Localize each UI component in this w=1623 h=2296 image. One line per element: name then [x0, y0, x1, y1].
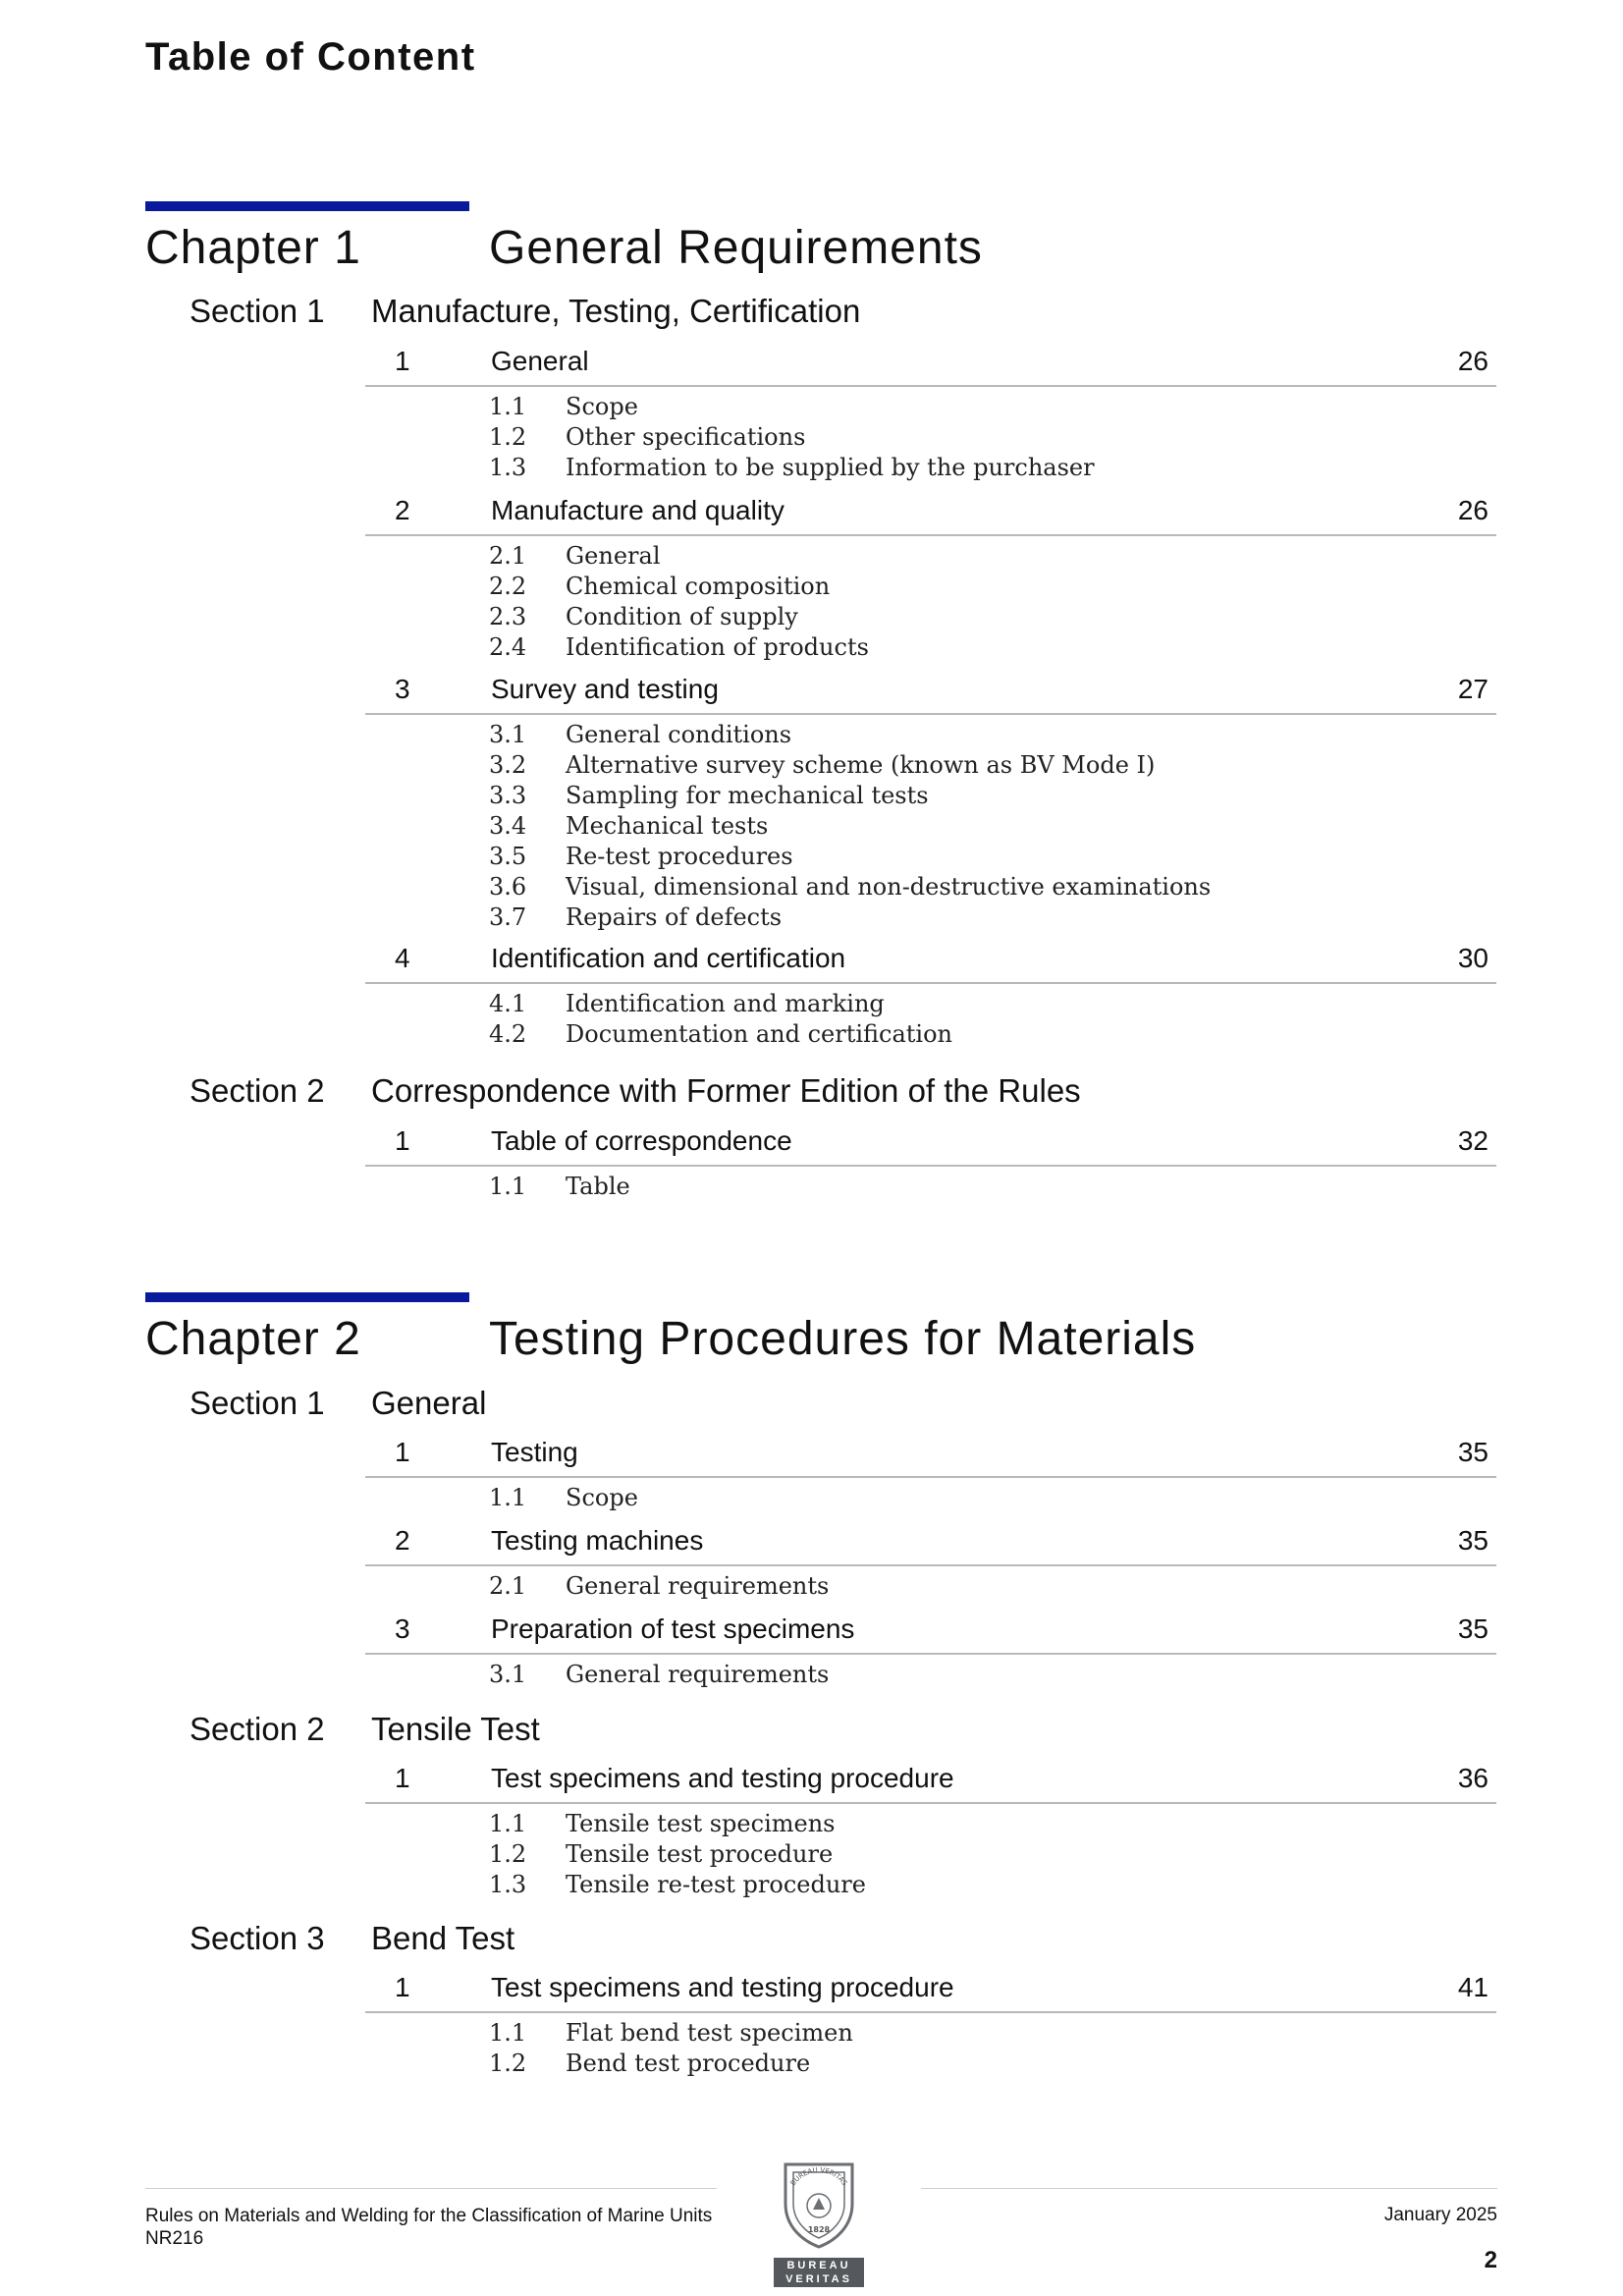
toc-article[interactable]: [365, 1125, 1496, 1202]
subarticle-number: 1.2: [489, 1840, 527, 1868]
subarticle[interactable]: [365, 872, 1496, 902]
subarticle-title[interactable]: Identification and marking: [566, 990, 885, 1017]
subarticle[interactable]: [365, 720, 1496, 750]
subarticle[interactable]: [365, 1571, 1496, 1602]
subarticle-title[interactable]: Chemical composition: [566, 573, 831, 600]
subarticle-title[interactable]: Repairs of defects: [566, 903, 783, 931]
subarticle-list: [365, 1172, 1496, 1202]
subarticle-title[interactable]: Other specifications: [566, 423, 806, 451]
article-number: 1: [395, 346, 410, 376]
logo-arc-text: BUREAU VERITAS: [788, 2165, 849, 2188]
subarticle-number: 3.4: [489, 812, 527, 840]
subarticle-number: 4.1: [489, 990, 527, 1017]
footer-date: January 2025: [1383, 2205, 1497, 2225]
subarticle-number: 3.5: [489, 843, 527, 870]
subarticle-title[interactable]: Mechanical tests: [566, 812, 769, 840]
article-page-number[interactable]: 27: [1457, 674, 1488, 704]
subarticle-title[interactable]: Table: [566, 1173, 630, 1200]
toc-article[interactable]: [365, 495, 1496, 663]
article-title[interactable]: Manufacture and quality: [491, 495, 784, 525]
subarticle-title[interactable]: General: [566, 542, 661, 570]
subarticle-number: 3.2: [489, 751, 527, 779]
section-title[interactable]: Tensile Test: [371, 1711, 540, 1747]
subarticle-list: [365, 1809, 1496, 1900]
subarticle-number: 3.1: [489, 1661, 527, 1688]
subarticle[interactable]: [365, 1660, 1496, 1690]
bureau-veritas-seal-icon: [774, 2159, 864, 2249]
article-number: 3: [395, 674, 410, 704]
subarticle-number: 3.3: [489, 782, 527, 809]
subarticle-title[interactable]: Identification of products: [566, 633, 869, 661]
article-heading[interactable]: [365, 1613, 1496, 1655]
subarticle[interactable]: [365, 1809, 1496, 1839]
article-page-number[interactable]: 35: [1457, 1525, 1488, 1556]
footer-document-code: NR216: [145, 2228, 204, 2249]
subarticle-title[interactable]: Scope: [566, 1484, 638, 1511]
page-number: 2: [1484, 2247, 1497, 2273]
subarticle-number: 2.1: [489, 542, 527, 570]
subarticle-number: 1.1: [489, 393, 527, 420]
subarticle-title[interactable]: Tensile test procedure: [566, 1840, 834, 1868]
chapter-title: General Requirements: [489, 222, 983, 274]
subarticle[interactable]: [365, 453, 1496, 483]
subarticle-list: [365, 1660, 1496, 1690]
article-title[interactable]: Survey and testing: [491, 674, 719, 704]
subarticle[interactable]: [365, 989, 1496, 1019]
article-number: 1: [395, 1763, 410, 1793]
article-title[interactable]: Testing: [491, 1437, 578, 1467]
chapter-rule: [145, 201, 469, 211]
toc-article[interactable]: [365, 943, 1496, 1050]
chapter-label: Chapter 1: [145, 222, 361, 274]
article-title[interactable]: Test specimens and testing procedure: [491, 1763, 954, 1793]
article-page-number[interactable]: 41: [1457, 1972, 1488, 2002]
section-title[interactable]: General: [371, 1385, 487, 1421]
footer-rule-right: [921, 2188, 1497, 2189]
toc-article[interactable]: [365, 1763, 1496, 1900]
subarticle-number: 3.6: [489, 873, 527, 901]
subarticle-number: 3.1: [489, 721, 527, 748]
subarticle-title[interactable]: Condition of supply: [566, 603, 798, 630]
subarticle-title[interactable]: Information to be supplied by the purchaser: [566, 454, 1095, 481]
subarticle-number: 3.7: [489, 903, 527, 931]
subarticle[interactable]: [365, 750, 1496, 781]
chapter-rule: [145, 1292, 469, 1302]
subarticle[interactable]: [365, 422, 1496, 453]
article-heading[interactable]: [365, 674, 1496, 715]
subarticle-list: [365, 392, 1496, 483]
subarticle-number: 1.1: [489, 1173, 527, 1200]
article-title[interactable]: Table of correspondence: [491, 1125, 792, 1156]
article-page-number[interactable]: 32: [1457, 1125, 1488, 1156]
section-title[interactable]: Correspondence with Former Edition of the Rules: [371, 1072, 1081, 1109]
subarticle-title[interactable]: Sampling for mechanical tests: [566, 782, 929, 809]
chapter-heading: [145, 1312, 1196, 1366]
article-number: 3: [395, 1613, 410, 1644]
subarticle[interactable]: [365, 2018, 1496, 2049]
subarticle-number: 2.4: [489, 633, 527, 661]
subarticle-title[interactable]: Tensile re-test procedure: [566, 1871, 866, 1898]
subarticle-title[interactable]: Bend test procedure: [566, 2050, 811, 2077]
article-title[interactable]: Preparation of test specimens: [491, 1613, 855, 1644]
toc-article[interactable]: [365, 674, 1496, 933]
subarticle-number: 1.1: [489, 2019, 527, 2047]
logo-wordmark: [774, 2258, 864, 2287]
toc-article[interactable]: [365, 346, 1496, 483]
subarticle-title[interactable]: Documentation and certification: [566, 1020, 952, 1048]
subarticle-number: 2.2: [489, 573, 527, 600]
logo-word-2: VERITAS: [785, 2273, 852, 2285]
footer-document-info: [145, 2205, 712, 2250]
section-label: Section 1: [189, 1385, 325, 1421]
subarticle-title[interactable]: Visual, dimensional and non-destructive examinations: [566, 873, 1212, 901]
subarticle[interactable]: [365, 902, 1496, 933]
subarticle[interactable]: [365, 602, 1496, 632]
subarticle-title[interactable]: General conditions: [566, 721, 792, 748]
section-title[interactable]: Bend Test: [371, 1920, 515, 1956]
toc-article[interactable]: [365, 1437, 1496, 1513]
subarticle[interactable]: [365, 541, 1496, 572]
subarticle-number: 1.1: [489, 1810, 527, 1837]
subarticle[interactable]: [365, 1870, 1496, 1900]
section-label: Section 3: [189, 1920, 325, 1956]
section-label: Section 1: [189, 293, 325, 329]
article-heading[interactable]: [365, 495, 1496, 536]
subarticle[interactable]: [365, 1483, 1496, 1513]
article-title[interactable]: Testing machines: [491, 1525, 704, 1556]
subarticle-title[interactable]: Flat bend test specimen: [566, 2019, 853, 2047]
subarticle-list: [365, 989, 1496, 1050]
subarticle-title[interactable]: Scope: [566, 393, 638, 420]
subarticle-list: [365, 541, 1496, 663]
article-heading[interactable]: [365, 1763, 1496, 1804]
subarticle[interactable]: [365, 781, 1496, 811]
article-heading[interactable]: [365, 1972, 1496, 2013]
subarticle[interactable]: [365, 632, 1496, 663]
chapter-label: Chapter 2: [145, 1313, 361, 1365]
article-number: 1: [395, 1125, 410, 1156]
subarticle-list: [365, 720, 1496, 933]
subarticle-title[interactable]: Re-test procedures: [566, 843, 793, 870]
subarticle[interactable]: [365, 392, 1496, 422]
subarticle-number: 2.3: [489, 603, 527, 630]
subarticle-number: 1.3: [489, 454, 527, 481]
logo-word-1: BUREAU: [786, 2260, 851, 2271]
article-heading[interactable]: [365, 1437, 1496, 1478]
footer-document-title: Rules on Materials and Welding for the Classification of Marine Units: [145, 2206, 713, 2226]
toc-article[interactable]: [365, 1613, 1496, 1690]
article-page-number[interactable]: 26: [1457, 495, 1488, 525]
footer-rule-left: [145, 2188, 717, 2189]
subarticle[interactable]: [365, 2049, 1496, 2079]
subarticle-number: 1.1: [489, 1484, 527, 1511]
article-number: 4: [395, 943, 410, 973]
article-title[interactable]: Test specimens and testing procedure: [491, 1972, 954, 2002]
toc-article[interactable]: [365, 1972, 1496, 2079]
subarticle[interactable]: [365, 1019, 1496, 1050]
chapter-title: Testing Procedures for Materials: [489, 1313, 1197, 1365]
article-heading[interactable]: [365, 943, 1496, 984]
subarticle-number: 2.1: [489, 1572, 527, 1600]
section-title[interactable]: Manufacture, Testing, Certification: [371, 293, 861, 329]
subarticle-list: [365, 2018, 1496, 2079]
subarticle-number: 4.2: [489, 1020, 527, 1048]
subarticle-list: [365, 1571, 1496, 1602]
subarticle-title[interactable]: General requirements: [566, 1572, 830, 1600]
article-page-number[interactable]: 30: [1457, 943, 1488, 973]
article-page-number[interactable]: 35: [1457, 1613, 1488, 1644]
subarticle[interactable]: [365, 811, 1496, 842]
subarticle-number: 1.2: [489, 423, 527, 451]
article-number: 2: [395, 1525, 410, 1556]
article-number: 2: [395, 495, 410, 525]
subarticle-number: 1.2: [489, 2050, 527, 2077]
toc-article[interactable]: [365, 1525, 1496, 1602]
subarticle[interactable]: [365, 572, 1496, 602]
bureau-veritas-logo: [774, 2159, 864, 2287]
chapter-heading: [145, 221, 983, 275]
article-title[interactable]: General: [491, 346, 589, 376]
article-heading[interactable]: [365, 346, 1496, 387]
section-label: Section 2: [189, 1711, 325, 1747]
subarticle-title[interactable]: Tensile test specimens: [566, 1810, 836, 1837]
subarticle[interactable]: [365, 1172, 1496, 1202]
subarticle[interactable]: [365, 1839, 1496, 1870]
article-title[interactable]: Identification and certification: [491, 943, 846, 973]
subarticle-title[interactable]: General requirements: [566, 1661, 830, 1688]
article-number: 1: [395, 1972, 410, 2002]
subarticle-list: [365, 1483, 1496, 1513]
subarticle[interactable]: [365, 842, 1496, 872]
subarticle-title[interactable]: Alternative survey scheme (known as BV Mode I): [566, 751, 1156, 779]
article-page-number[interactable]: 36: [1457, 1763, 1488, 1793]
subarticle-number: 1.3: [489, 1871, 527, 1898]
section-label: Section 2: [189, 1072, 325, 1109]
logo-year: 1828: [807, 2225, 831, 2234]
article-heading[interactable]: [365, 1125, 1496, 1167]
article-number: 1: [395, 1437, 410, 1467]
article-page-number[interactable]: 35: [1457, 1437, 1488, 1467]
page-heading: Table of Content: [145, 35, 476, 79]
article-page-number[interactable]: 26: [1457, 346, 1488, 376]
article-heading[interactable]: [365, 1525, 1496, 1566]
